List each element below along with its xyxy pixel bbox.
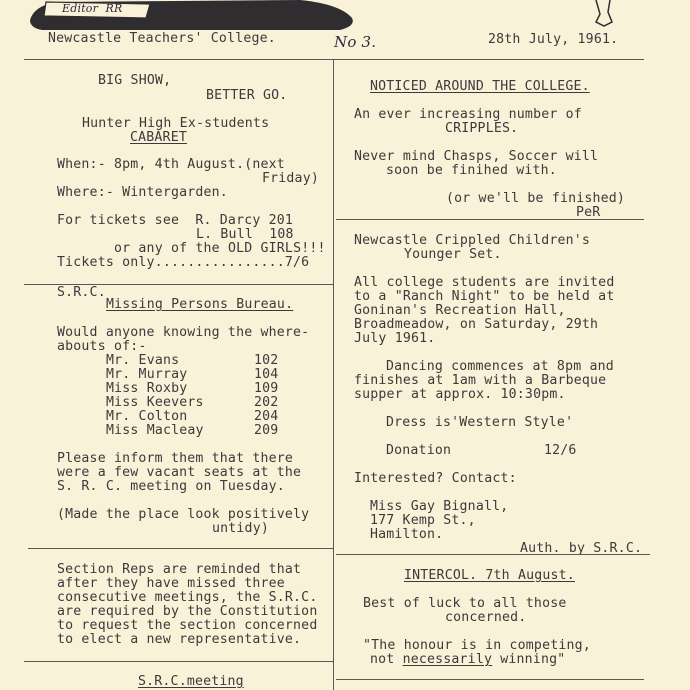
- contact-suburb: Hamilton.: [370, 527, 444, 542]
- person-name: Miss Macleay: [106, 423, 204, 438]
- reps-line3: consecutive meetings, the S.R.C.: [57, 590, 318, 605]
- quote-emphasis: necessarily: [402, 652, 493, 667]
- noticed-signature: PeR: [576, 205, 601, 220]
- intercol-quote2: [370, 653, 565, 667]
- inform-line1: Please inform them that there: [57, 451, 294, 466]
- reps-line5: to request the section concerned: [57, 618, 318, 633]
- person-name: Mr. Colton: [106, 409, 188, 424]
- ranch-p5: July 1961.: [354, 331, 436, 346]
- reps-line4: are required by the Constitution: [57, 604, 318, 619]
- ranch-p1: All college students are invited: [354, 275, 615, 290]
- ranch-contact: Interested? Contact:: [354, 471, 517, 486]
- bigshow-where: Where:- Wintergarden.: [57, 185, 228, 200]
- person-name: Mr. Murray: [106, 367, 188, 382]
- ranch-d1: Dancing commences at 8pm and: [386, 359, 614, 374]
- intercol-line1: Best of luck to all those: [363, 596, 567, 611]
- contact-street: 177 Kemp St.,: [370, 513, 476, 528]
- person-name: Mr. Evans: [106, 353, 180, 368]
- masthead-rule: [24, 59, 644, 60]
- person-name: Miss Keevers: [106, 395, 204, 410]
- cabaret-heading: CABARET: [130, 130, 187, 145]
- intercol-quote1: "The honour is in competing,: [363, 638, 591, 653]
- rule-left-2: [28, 548, 334, 549]
- contact-name: Miss Gay Bignall,: [370, 499, 509, 514]
- person-room: 209: [254, 423, 279, 438]
- reps-line1: Section Reps are reminded that: [57, 562, 302, 577]
- ranch-org2: Younger Set.: [404, 247, 502, 262]
- logo-label: Editor RR: [62, 2, 123, 15]
- noticed-title: NOTICED AROUND THE COLLEGE.: [370, 79, 590, 94]
- aside-line1: (Made the place look positively: [57, 507, 310, 522]
- column-divider: [333, 60, 334, 690]
- person-room: 204: [254, 409, 279, 424]
- missing-intro1: Would anyone knowing the where-: [57, 325, 310, 340]
- srcmeeting-heading: S.R.C.meeting: [138, 674, 244, 689]
- missing-title: Missing Persons Bureau.: [106, 297, 294, 312]
- reps-line6: to elect a new representative.: [57, 632, 302, 647]
- aside-line2: untidy): [212, 521, 269, 536]
- ranch-p2: to a "Ranch Night" to be held at: [354, 289, 615, 304]
- tickets-line3: or any of the OLD GIRLS!!!: [114, 241, 326, 256]
- tickets-line2: L. Bull 108: [196, 227, 294, 242]
- intercol-line2: concerned.: [445, 610, 527, 625]
- donation-value: 12/6: [544, 443, 577, 458]
- noticed-line5: (or we'll be finished): [446, 191, 626, 206]
- noticed-line1: An ever increasing number of: [354, 107, 582, 122]
- ranch-p4: Broadmeadow, on Saturday, 29th: [354, 317, 599, 332]
- rule-right-3: [336, 679, 644, 680]
- tickets-price: Tickets only................7/6: [57, 255, 310, 270]
- noticed-line4: soon be finihed with.: [386, 163, 557, 178]
- person-room: 202: [254, 395, 279, 410]
- bigshow-line2: BETTER GO.: [206, 88, 288, 103]
- rule-left-3: [24, 661, 334, 662]
- ranch-d2: finishes at 1am with a Barbeque: [354, 373, 607, 388]
- bigshow-when-cont: Friday): [262, 171, 319, 186]
- intercol-title: INTERCOL. 7th August.: [404, 568, 575, 583]
- bigshow-line3: Hunter High Ex-students: [82, 116, 270, 131]
- issue-date: 28th July, 1961.: [488, 32, 619, 47]
- noticed-line2: CRIPPLES.: [445, 121, 519, 136]
- reps-line2: after they have missed three: [57, 576, 285, 591]
- person-room: 104: [254, 367, 279, 382]
- college-name: Newcastle Teachers' College.: [48, 31, 276, 46]
- missing-intro2: abouts of:-: [57, 339, 147, 354]
- quote-part: not: [370, 652, 403, 667]
- issue-number: No 3.: [334, 33, 377, 51]
- person-room: 109: [254, 381, 279, 396]
- ranch-org1: Newcastle Crippled Children's: [354, 233, 591, 248]
- quote-part: winning": [492, 652, 566, 667]
- ranch-p3: Goninan's Recreation Hall,: [354, 303, 566, 318]
- rule-right-1: [336, 219, 644, 220]
- tickets-line1: For tickets see R. Darcy 201: [57, 213, 294, 228]
- person-name: Miss Roxby: [106, 381, 188, 396]
- rule-right-2: [336, 554, 650, 555]
- noticed-line3: Never mind Chasps, Soccer will: [354, 149, 599, 164]
- person-room: 102: [254, 353, 279, 368]
- figure-feet-drawing: [596, 0, 612, 26]
- ranch-dress: Dress is'Western Style': [386, 415, 574, 430]
- bigshow-when: When:- 8pm, 4th August.(next: [57, 157, 285, 172]
- ranch-d3: supper at approx. 10:30pm.: [354, 387, 566, 402]
- missing-org: S.R.C.: [57, 285, 106, 300]
- ranch-auth: Auth. by S.R.C.: [520, 541, 643, 556]
- inform-line2: were a few vacant seats at the: [57, 465, 302, 480]
- donation-label: Donation: [386, 443, 452, 458]
- inform-line3: S. R. C. meeting on Tuesday.: [57, 479, 285, 494]
- bigshow-line1: BIG SHOW,: [98, 73, 172, 88]
